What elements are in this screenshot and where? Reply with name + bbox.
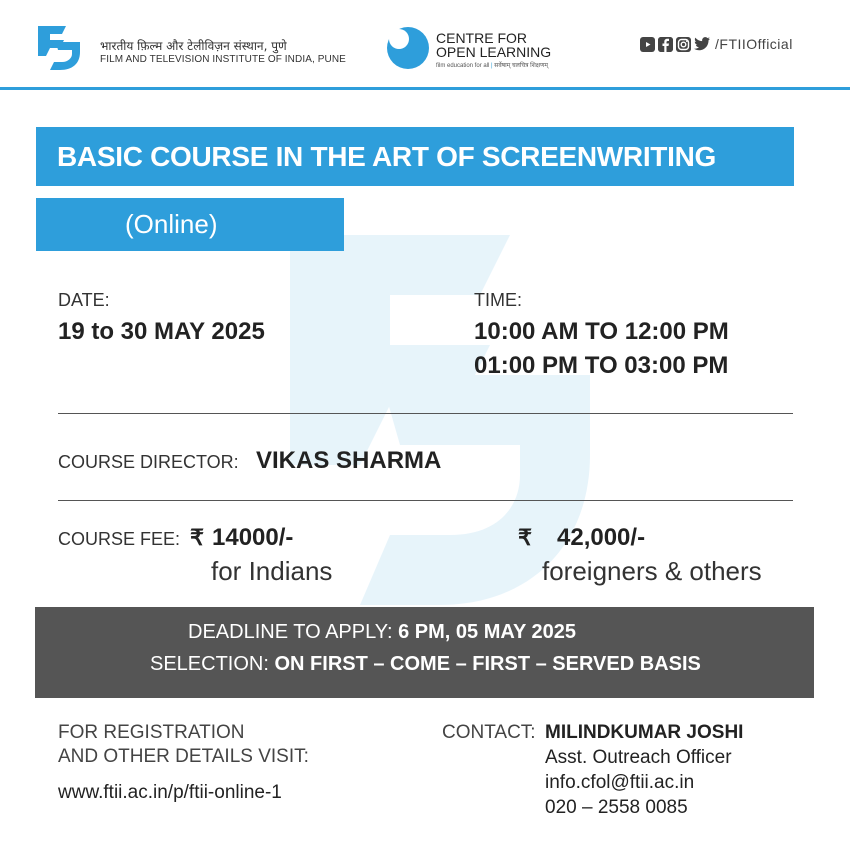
rupee-icon: ₹ (518, 525, 532, 550)
deadline-line (188, 621, 576, 644)
selection-label: SELECTION: (150, 653, 269, 675)
social-bar (640, 35, 793, 53)
contact-phone[interactable]: 020 – 2558 0085 (545, 797, 688, 818)
fee-foreign-note: foreigners & others (542, 556, 762, 586)
selection-value: ON FIRST – COME – FIRST – SERVED BASIS (274, 653, 701, 675)
registration-line-1: FOR REGISTRATION (58, 722, 245, 743)
divider-2 (58, 500, 793, 501)
ftii-english-name: FILM AND TELEVISION INSTITUTE OF INDIA, PUNE (100, 54, 346, 65)
deadline-value: 6 PM, 05 MAY 2025 (398, 621, 576, 643)
contact-role: Asst. Outreach Officer (545, 747, 732, 768)
divider-1 (58, 413, 793, 414)
fee-indian-amount: 14000/- (212, 524, 294, 551)
cfol-tagline-hi: सर्वेषाम् चलचित्र शिक्षणम् (494, 63, 549, 69)
ftii-logo (36, 22, 84, 72)
facebook-icon[interactable] (658, 37, 673, 52)
cfol-logo (386, 26, 432, 70)
cfol-tagline: film education for all | सर्वेषाम् चलचित्र शिक्षणम् (436, 63, 549, 69)
contact-name: MILINDKUMAR JOSHI (545, 722, 744, 743)
cfol-title-line1: CENTRE FOR (436, 30, 527, 46)
fee-foreign-amount: 42,000/- (557, 524, 646, 551)
date-value: 19 to 30 MAY 2025 (58, 318, 265, 345)
cfol-tagline-en: film education for all (436, 63, 490, 69)
ftii-hindi-name: भारतीय फ़िल्म और टेलीविज़न संस्थान, पुणे (100, 39, 287, 53)
registration-line-2: AND OTHER DETAILS VISIT: (58, 746, 309, 767)
instagram-icon[interactable] (676, 37, 691, 52)
contact-label: CONTACT: (442, 722, 536, 743)
time-label: TIME: (474, 290, 522, 310)
social-handle[interactable]: /FTIIOfficial (715, 36, 793, 52)
rupee-icon: ₹ (190, 525, 204, 550)
twitter-icon[interactable] (694, 37, 710, 51)
time-slot-1: 10:00 AM TO 12:00 PM (474, 318, 729, 345)
fee-label: COURSE FEE: (58, 529, 181, 549)
date-label: DATE: (58, 290, 110, 310)
director-label: COURSE DIRECTOR: (58, 452, 239, 472)
deadline-label: DEADLINE TO APPLY: (188, 621, 393, 643)
youtube-icon[interactable] (640, 37, 655, 52)
course-mode: (Online) (125, 209, 218, 239)
director-name: VIKAS SHARMA (256, 447, 442, 474)
contact-email[interactable]: info.cfol@ftii.ac.in (545, 772, 695, 793)
registration-url[interactable]: www.ftii.ac.in/p/ftii-online-1 (58, 782, 282, 803)
ftii-watermark-logo (250, 215, 610, 615)
cfol-title-line2: OPEN LEARNING (436, 44, 552, 60)
course-title: BASIC COURSE IN THE ART OF SCREENWRITING (57, 141, 716, 172)
header-divider (0, 87, 850, 90)
time-slot-2: 01:00 PM TO 03:00 PM (474, 352, 729, 379)
selection-line (150, 653, 701, 676)
fee-indian-note: for Indians (211, 556, 333, 586)
